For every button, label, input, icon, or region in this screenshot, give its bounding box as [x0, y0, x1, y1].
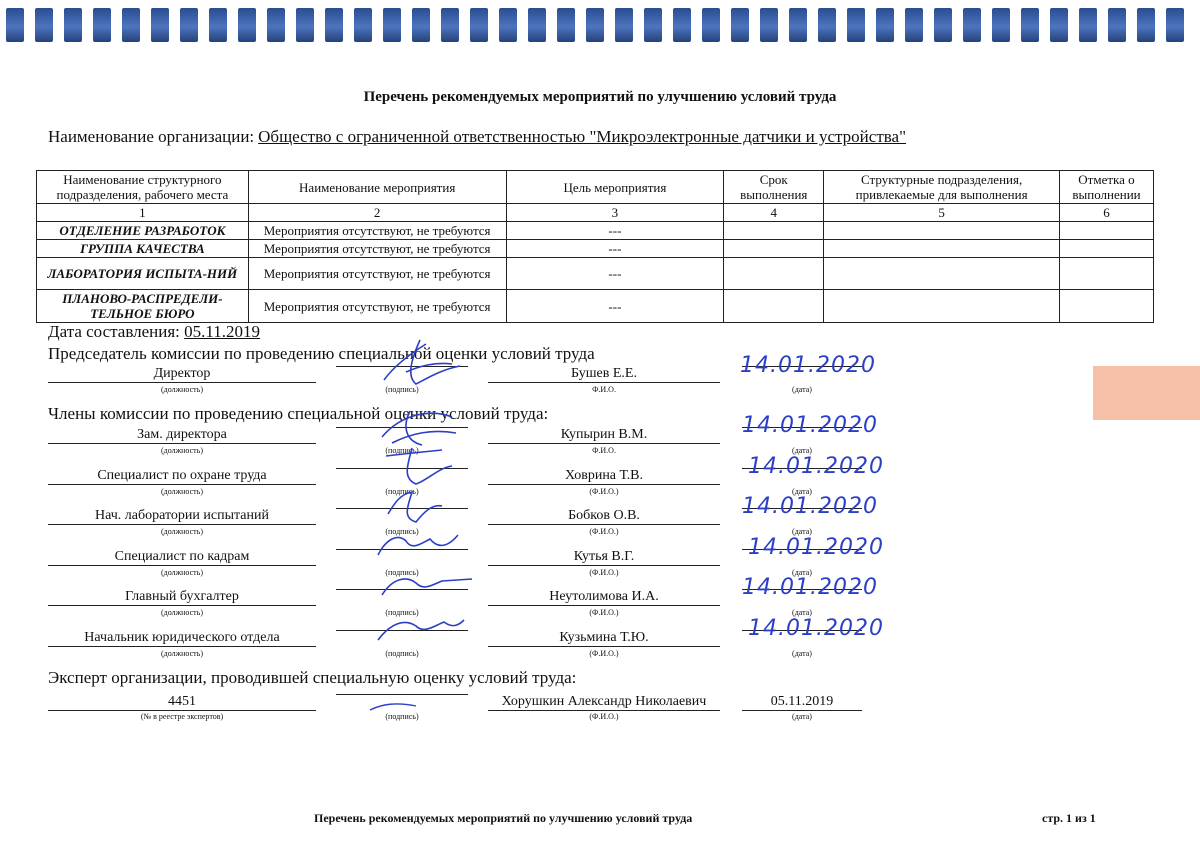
binder-ring — [1108, 8, 1126, 42]
header-completion: Отметка о выполнении — [1060, 171, 1154, 204]
binder-ring — [586, 8, 604, 42]
binder-ring — [557, 8, 575, 42]
column-number: 6 — [1060, 204, 1154, 222]
deadline-cell — [724, 290, 824, 323]
position-field: Специалист по кадрам — [48, 549, 316, 566]
binder-ring — [238, 8, 256, 42]
completion-cell — [1060, 258, 1154, 290]
signature-caption: (подпись) — [385, 608, 419, 617]
binder-ring — [847, 8, 865, 42]
unit-name: ПЛАНОВО-РАСПРЕДЕЛИ-ТЕЛЬНОЕ БЮРО — [37, 290, 249, 323]
unit-name: ОТДЕЛЕНИЕ РАЗРАБОТОК — [37, 222, 249, 240]
binder-ring — [441, 8, 459, 42]
signature-caption: (подпись) — [385, 385, 419, 394]
goal-cell: --- — [506, 240, 724, 258]
position-caption: (должность) — [161, 527, 203, 536]
binder-ring — [644, 8, 662, 42]
binder-ring — [702, 8, 720, 42]
date-caption: (дата) — [792, 648, 812, 658]
binder-ring — [1137, 8, 1155, 42]
name-caption: Ф.И.О. — [592, 385, 616, 394]
document-title: Перечень рекомендуемых мероприятий по улучшению условий труда — [363, 89, 837, 105]
sticky-note — [1093, 366, 1200, 420]
date-caption: (дата) — [792, 712, 812, 721]
name-field: Бушев Е.Е. — [488, 366, 720, 383]
unit-name: ЛАБОРАТОРИЯ ИСПЫТА-НИЙ — [37, 258, 249, 290]
binder-ring — [296, 8, 314, 42]
binder-ring — [470, 8, 488, 42]
binder-ring — [180, 8, 198, 42]
binder-ring — [383, 8, 401, 42]
binder-ring — [354, 8, 372, 42]
binder-ring — [267, 8, 285, 42]
binder-ring — [151, 8, 169, 42]
binder-ring — [731, 8, 749, 42]
signature-caption: (подпись) — [385, 648, 419, 658]
completion-cell — [1060, 240, 1154, 258]
name-field: Кутья В.Г. — [488, 549, 720, 566]
header-goal: Цель мероприятия — [506, 171, 724, 204]
completion-cell — [1060, 290, 1154, 323]
handwritten-date: 14.01.2020 — [748, 534, 884, 560]
position-caption: (должность) — [161, 648, 203, 658]
measure-cell: Мероприятия отсутствуют, не требуются — [248, 290, 506, 323]
expert-heading: Эксперт организации, проводившей специальную оценку условий труда: — [48, 668, 577, 687]
header-departments: Структурные подразделения, привлекаемые для выполнения — [824, 171, 1060, 204]
binder-ring — [325, 8, 343, 42]
compiled-label: Дата составления: — [48, 322, 180, 341]
name-caption: (Ф.И.О.) — [589, 648, 619, 658]
handwritten-date: 14.01.2020 — [742, 494, 878, 519]
measure-cell: Мероприятия отсутствуют, не требуются — [248, 222, 506, 240]
organization-line — [48, 127, 906, 147]
position-field: Нач. лаборатории испытаний — [48, 508, 316, 525]
name-field: Хорушкин Александр Николаевич — [488, 694, 720, 711]
goal-cell: --- — [506, 258, 724, 290]
position-caption: (должность) — [161, 567, 203, 577]
signature-caption: (подпись) — [385, 486, 419, 496]
column-number: 1 — [37, 204, 249, 222]
binder-ring — [122, 8, 140, 42]
organization-label: Наименование организации: — [48, 127, 255, 146]
deadline-cell — [724, 240, 824, 258]
handwritten-date: 14.01.2020 — [740, 353, 876, 378]
deadline-cell — [724, 258, 824, 290]
deadline-cell — [724, 222, 824, 240]
departments-cell — [824, 290, 1060, 323]
binder-rings — [0, 0, 1200, 48]
column-number: 3 — [506, 204, 724, 222]
handwritten-date: 14.01.2020 — [748, 453, 884, 479]
binder-ring — [35, 8, 53, 42]
compiled-date: 05.11.2019 — [184, 322, 261, 341]
table-number-row — [37, 204, 1154, 222]
binder-ring — [760, 8, 778, 42]
binder-ring — [1079, 8, 1097, 42]
position-field: Зам. директора — [48, 427, 316, 444]
position-field: Начальник юридического отдела — [48, 630, 316, 647]
binder-ring — [412, 8, 430, 42]
name-field: Неутолимова И.А. — [488, 589, 720, 606]
table-row — [37, 222, 1154, 240]
handwritten-date: 14.01.2020 — [748, 615, 884, 641]
date-field: 05.11.2019 — [742, 694, 862, 711]
date-caption: (дата) — [792, 567, 812, 577]
measures-table — [36, 170, 1154, 323]
handwritten-signature — [372, 606, 482, 654]
handwritten-date: 14.01.2020 — [742, 413, 878, 438]
header-measure: Наименование мероприятия — [248, 171, 506, 204]
date-caption: (дата) — [792, 486, 812, 496]
table-header-row — [37, 171, 1154, 204]
header-deadline: Срок выполнения — [724, 171, 824, 204]
column-number: 4 — [724, 204, 824, 222]
name-caption: (Ф.И.О.) — [589, 486, 619, 496]
position-caption: (должность) — [161, 385, 203, 394]
binder-ring — [818, 8, 836, 42]
table-row — [37, 240, 1154, 258]
unit-name: ГРУППА КАЧЕСТВА — [37, 240, 249, 258]
binder-ring — [876, 8, 894, 42]
registry-caption: (№ в реестре экспертов) — [140, 712, 224, 721]
date-caption: (дата) — [792, 608, 812, 617]
binder-ring — [528, 8, 546, 42]
binder-ring — [992, 8, 1010, 42]
chair-heading: Председатель комиссии по проведению специальной оценки условий труда — [48, 344, 595, 363]
signature-caption: (подпись) — [385, 527, 419, 536]
goal-cell: --- — [506, 290, 724, 323]
column-number: 5 — [824, 204, 1060, 222]
name-field: Кузьмина Т.Ю. — [488, 630, 720, 647]
table-row — [37, 258, 1154, 290]
table-row — [37, 290, 1154, 323]
position-field: Специалист по охране труда — [48, 468, 316, 485]
header-unit: Наименование структурного подразделения, рабочего места — [37, 171, 249, 204]
name-caption: (Ф.И.О.) — [589, 712, 619, 721]
position-field: Директор — [48, 366, 316, 383]
position-caption: (должность) — [161, 608, 203, 617]
name-caption: (Ф.И.О.) — [589, 567, 619, 577]
footer-title: Перечень рекомендуемых мероприятий по улучшению условий труда — [314, 811, 693, 825]
binder-ring — [209, 8, 227, 42]
name-field: Ховрина Т.В. — [488, 468, 720, 485]
date-caption: (дата) — [792, 385, 812, 394]
binder-ring — [789, 8, 807, 42]
date-caption: (дата) — [792, 527, 812, 536]
binder-ring — [1021, 8, 1039, 42]
registry-number-field: 4451 — [48, 694, 316, 711]
completion-cell — [1060, 222, 1154, 240]
handwritten-date: 14.01.2020 — [742, 575, 878, 600]
binder-ring — [963, 8, 981, 42]
departments-cell — [824, 222, 1060, 240]
goal-cell: --- — [506, 222, 724, 240]
binder-ring — [934, 8, 952, 42]
compiled-line — [48, 322, 260, 342]
position-field: Главный бухгалтер — [48, 589, 316, 606]
binder-ring — [64, 8, 82, 42]
name-field: Купырин В.М. — [488, 427, 720, 444]
organization-value: Общество с ограниченной ответственностью "Микроэлектронные датчики и устройства" — [258, 127, 907, 146]
handwritten-signature — [366, 696, 426, 716]
measure-cell: Мероприятия отсутствуют, не требуются — [248, 258, 506, 290]
binder-ring — [93, 8, 111, 42]
name-caption: (Ф.И.О.) — [589, 527, 619, 536]
handwritten-signature — [376, 336, 466, 390]
signature-caption: (подпись) — [385, 712, 419, 721]
position-caption: (должность) — [161, 486, 203, 496]
binder-ring — [615, 8, 633, 42]
binder-ring — [1166, 8, 1184, 42]
measure-cell: Мероприятия отсутствуют, не требуются — [248, 240, 506, 258]
name-field: Бобков О.В. — [488, 508, 720, 525]
binder-ring — [673, 8, 691, 42]
binder-ring — [6, 8, 24, 42]
signature-caption: (подпись) — [385, 567, 419, 577]
page-number: стр. 1 из 1 — [1042, 811, 1096, 825]
binder-ring — [1050, 8, 1068, 42]
column-number: 2 — [248, 204, 506, 222]
departments-cell — [824, 240, 1060, 258]
signature-field — [336, 694, 468, 695]
name-caption: (Ф.И.О.) — [589, 608, 619, 617]
members-heading: Члены комиссии по проведению специальной оценки условий труда: — [48, 404, 549, 423]
binder-ring — [499, 8, 517, 42]
binder-ring — [905, 8, 923, 42]
signature-caption: (подпись) — [385, 446, 419, 455]
date-caption: (дата) — [792, 446, 812, 455]
name-caption: Ф.И.О. — [592, 446, 616, 455]
departments-cell — [824, 258, 1060, 290]
position-caption: (должность) — [161, 446, 203, 455]
